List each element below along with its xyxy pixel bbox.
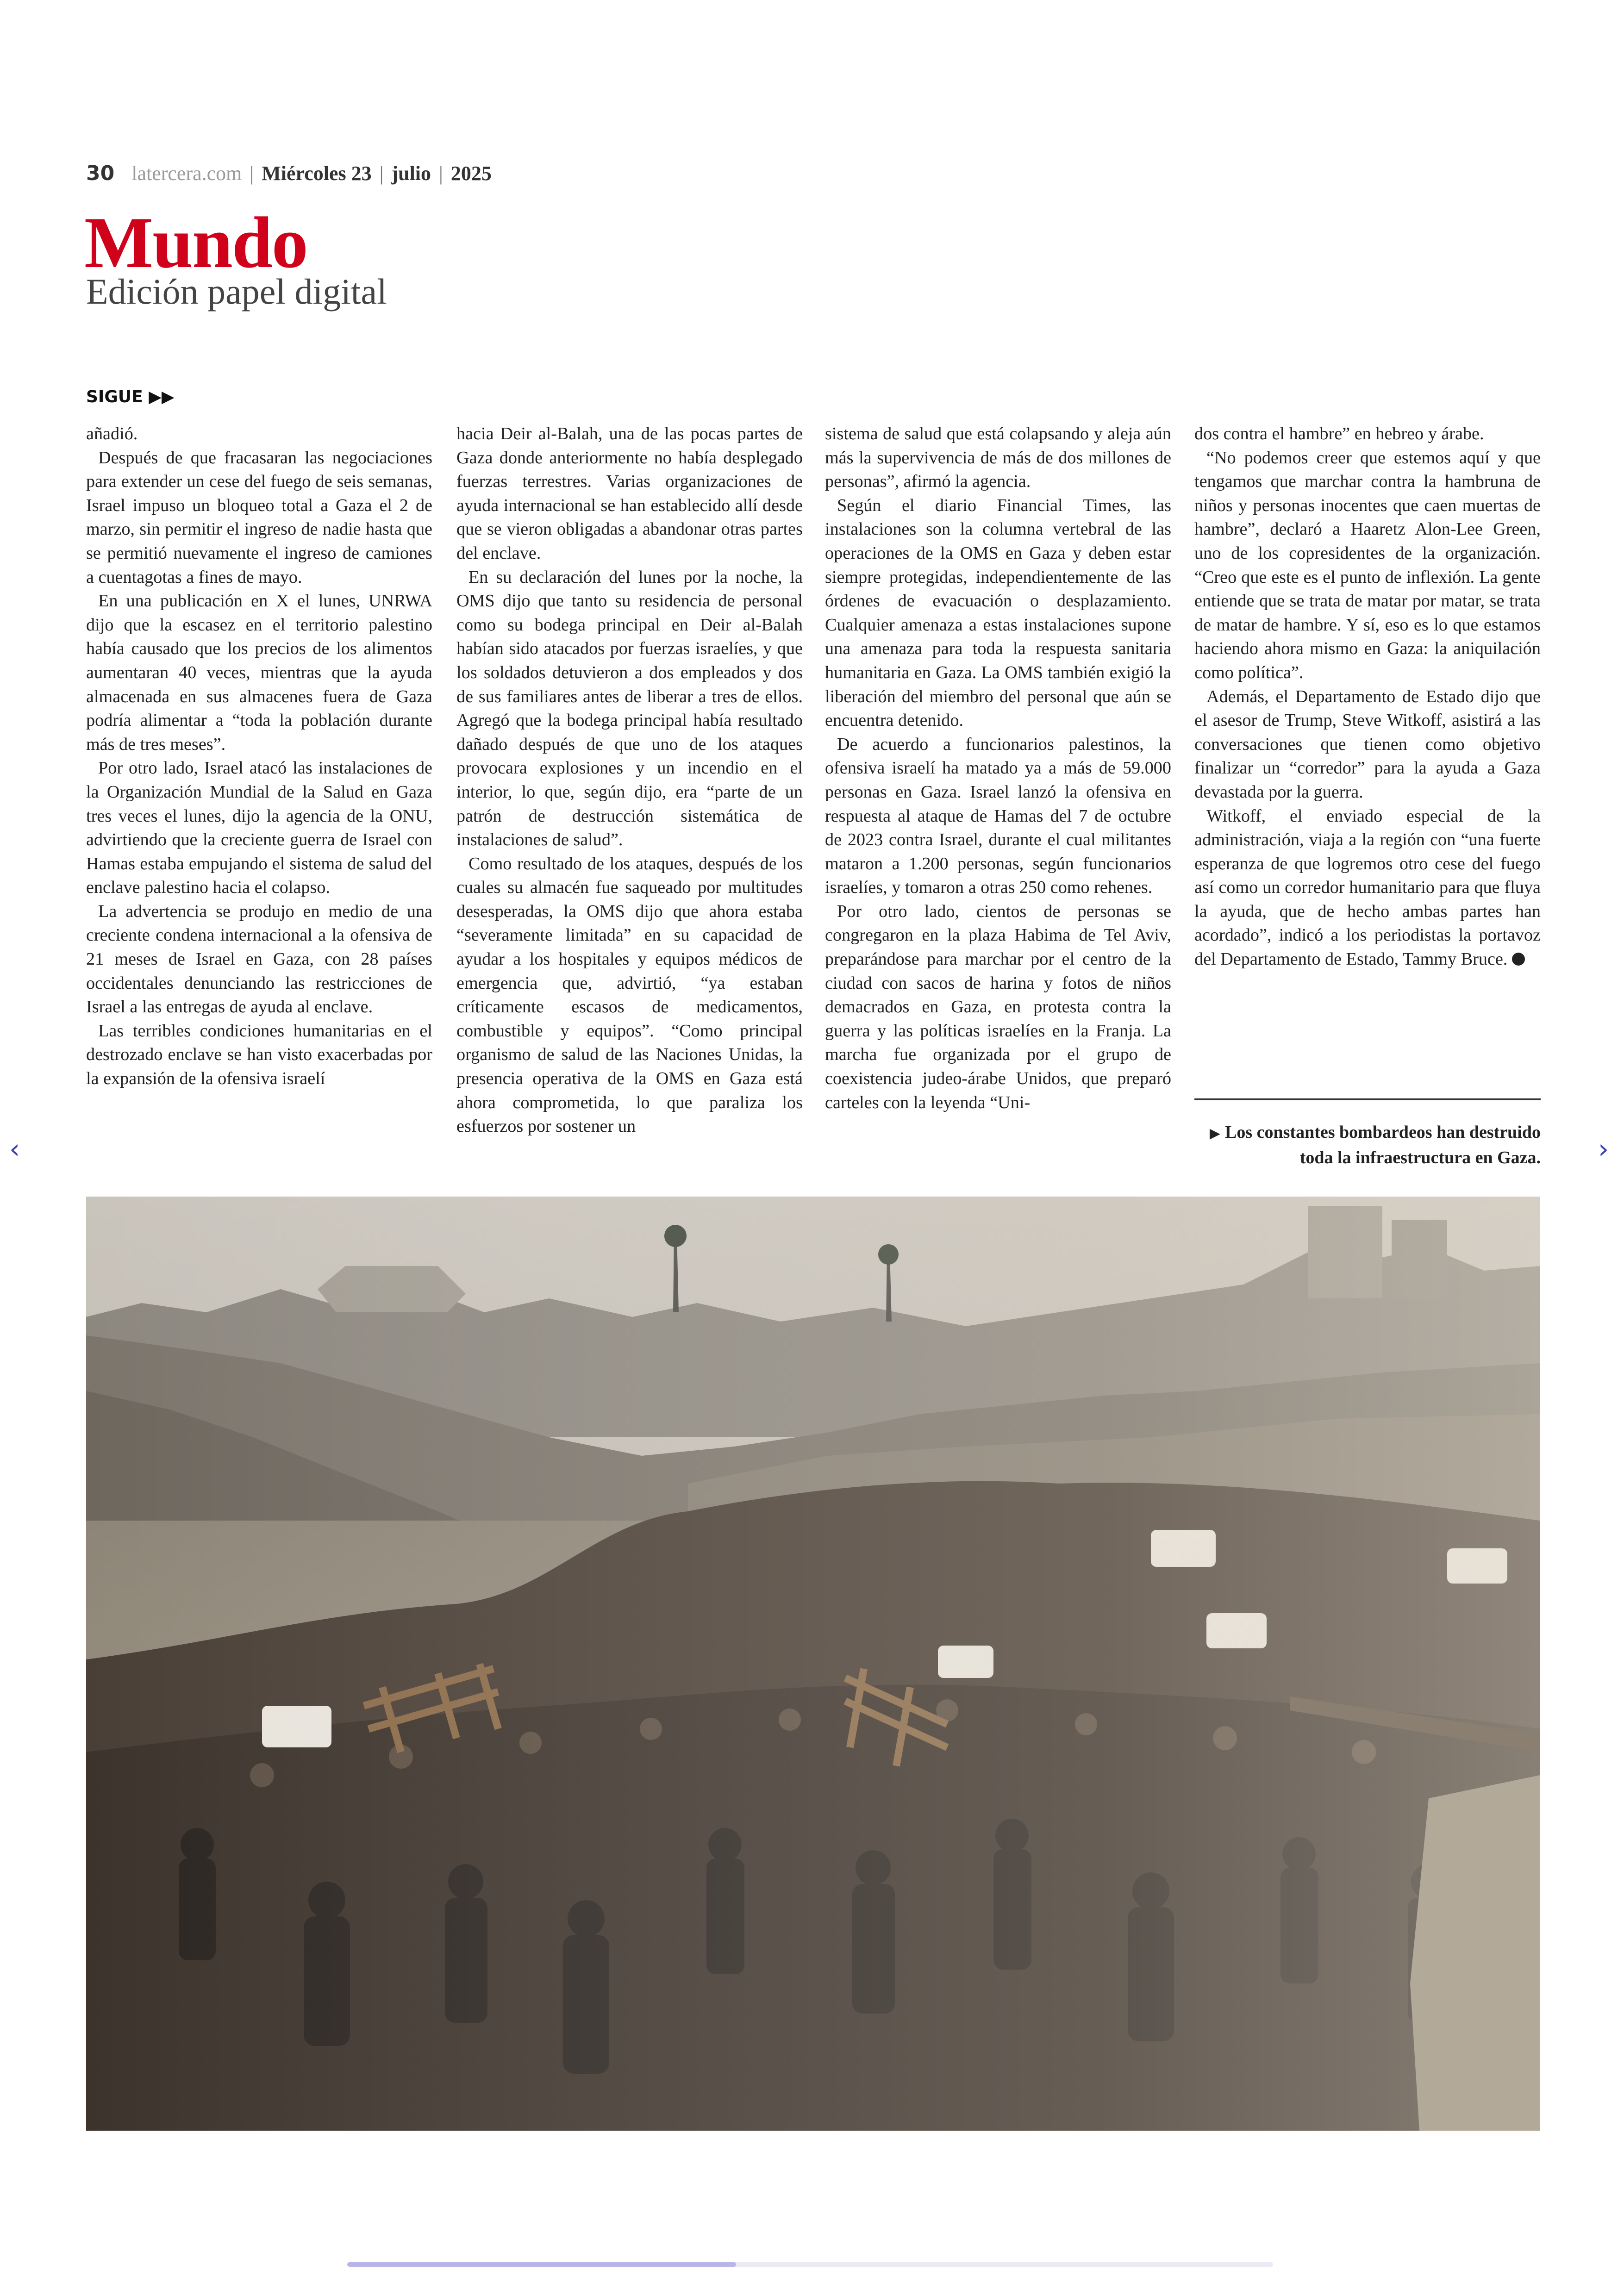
header-separator: | bbox=[379, 162, 384, 185]
paragraph: En una publicación en X el lunes, UNRWA dijo que la escasez en el territorio palestino había causado que los precios de los alimentos aumentaran 40 veces, mientras que la ayuda almacenada en sus almacenes fuera de Gaza podría alimentar a “toda la población durante más de tres meses”. bbox=[86, 591, 432, 754]
caption-marker-icon: ▶ bbox=[1209, 1126, 1220, 1141]
paragraph: Después de que fracasaran las negociaciones para extender un cese del fuego de seis semanas, Israel impuso un bloqueo total a Gaza el 2 de marzo, sin permitir el ingreso de nadie hasta que se permitió nuevamente el ingreso de camiones a cuentagotas a fines de mayo. bbox=[86, 448, 432, 587]
paragraph: Por otro lado, cientos de personas se congregaron en la plaza Habima de Tel Aviv, preparándose para marchar por el centro de la ciudad con sacos de harina y fotos de niños demacrados en Gaza, en protesta contra la guerra y las políticas israelíes en la Franja. La marcha fue organizada por el grupo de coexistencia judeo-árabe Unidos, que preparó carteles con la leyenda “Uni- bbox=[825, 901, 1171, 1112]
section-title: Mundo bbox=[84, 202, 307, 283]
paragraph: Como resultado de los ataques, después de los cuales su almacén fue saqueado por multitudes desesperadas, la OMS dijo que ahora estaba “severamente limitada” en su capacidad de ayudar a los hospitales y equipos médicos de emergencia que, advirtió, “ya estaban críticamente escasos de medicamentos, combustible y equipos”. “Como principal organismo de salud de las Naciones Unidas, la presencia operativa de la OMS en Gaza está ahora comprometida, lo que paraliza los esfuerzos por sostener un bbox=[456, 854, 803, 1136]
header-separator: | bbox=[250, 162, 254, 185]
issue-year: 2025 bbox=[450, 162, 492, 185]
article-photo bbox=[86, 1197, 1540, 2131]
paragraph bbox=[1194, 804, 1541, 972]
paragraph: añadió. bbox=[86, 424, 138, 443]
page-scrollbar[interactable] bbox=[347, 2262, 1273, 2267]
end-of-article-mark bbox=[1512, 953, 1525, 966]
paragraph: Las terribles condiciones humanitarias en el destrozado enclave se han visto exacerbadas por la expansión de la ofensiva israelí bbox=[86, 1021, 432, 1089]
caption-text: Los constantes bombardeos han destruido toda la infraestructura en Gaza. bbox=[1225, 1123, 1541, 1167]
section-subtitle: Edición papel digital bbox=[86, 271, 387, 312]
paragraph: En su declaración del lunes por la noche, la OMS dijo que tanto su residencia de personal como su bodega principal en Deir al-Balah habían sido atacados por fuerzas israelíes, y que los soldados detuvieron a dos empleados y dos de sus familiares antes de liberar a tres de ellos. Agregó que la bodega principal había resultado dañado después de que uno de los ataques provocara explosiones y un incendio en el interior, lo que, según dijo, era “parte de un patrón de destrucción sistemática de instalaciones de salud”. bbox=[456, 567, 803, 850]
article-column-1 bbox=[86, 422, 432, 1172]
scrollbar-thumb[interactable] bbox=[347, 2262, 736, 2267]
issue-month: julio bbox=[391, 162, 431, 185]
paragraph-text: Witkoff, el enviado especial de la administración, viaja a la región con “una fuerte esperanza de que logremos otro cese del fuego así como un corredor humanitario para que fluya la ayuda, que de hecho ambas partes han acordado”, indicó a los periodistas la portavoz del Departamento de Estado, Tammy Bruce. bbox=[1194, 806, 1541, 969]
chevron-left-icon[interactable]: ‹ bbox=[9, 1133, 20, 1165]
paragraph: dos contra el hambre” en hebreo y árabe. bbox=[1194, 424, 1484, 443]
chevron-right-icon[interactable]: › bbox=[1598, 1133, 1609, 1165]
paragraph: sistema de salud que está colapsando y aleja aún más la supervivencia de más de dos millones de personas”, afirmó la agencia. bbox=[825, 424, 1171, 492]
header-separator: | bbox=[439, 162, 443, 185]
paragraph: “No podemos creer que estemos aquí y que tengamos que marchar contra la hambruna de niños y personas inocentes que caen muertas de hambre”, declaró a Haaretz Alon-Lee Green, uno de los copresidentes de la organización. “Creo que este es el punto de inflexión. La gente entiende que se trata de matar por matar, se trata de matar de hambre. Y sí, eso es lo que estamos haciendo ahora mismo en Gaza: la aniquilación como política”. bbox=[1194, 448, 1541, 682]
issue-date: Miércoles 23 bbox=[262, 162, 372, 185]
article-column-3 bbox=[825, 422, 1171, 1172]
photo-caption bbox=[1194, 1120, 1541, 1170]
page-header bbox=[86, 160, 492, 187]
paragraph: hacia Deir al-Balah, una de las pocas partes de Gaza donde anteriormente no había desplegado fuerzas terrestres. Varias organizaciones de ayuda internacional se han establecido allí desde que se vieron obligadas a abandonar otras partes del enclave. bbox=[456, 424, 803, 563]
paragraph: Además, el Departamento de Estado dijo que el asesor de Trump, Steve Witkoff, asistirá a las conversaciones que tienen como objetivo finalizar un “corredor” para la ayuda a Gaza devastada por la guerra. bbox=[1194, 686, 1541, 802]
paragraph: De acuerdo a funcionarios palestinos, la ofensiva israelí ha matado ya a más de 59.000 personas en Gaza. Israel lanzó la ofensiva en respuesta al ataque de Hamas del 7 de octubre de 2023 contra Israel, durante el cual militantes mataron a 1.200 personas, según funcionarios israelíes, y tomaron a otras 250 como rehenes. bbox=[825, 734, 1171, 898]
site-name: latercera.com bbox=[131, 162, 242, 185]
continue-label: SIGUE ▶▶ bbox=[86, 387, 175, 406]
article-column-2 bbox=[456, 422, 803, 1172]
paragraph: La advertencia se produjo en medio de una creciente condena internacional a la ofensiva de 21 meses de Israel en Gaza, con 28 países occidentales denunciando las restricciones de Israel a las entregas de ayuda al enclave. bbox=[86, 901, 432, 1017]
page-number: 30 bbox=[86, 162, 115, 185]
article-column-4 bbox=[1194, 422, 1541, 1033]
paragraph: Según el diario Financial Times, las instalaciones son la columna vertebral de las operaciones de la OMS en Gaza y deben estar siempre protegidas, independientemente de las órdenes de evacuación o desplazamiento. Cualquier amenaza a estas instalaciones supone una amenaza para toda la respuesta sanitaria humanitaria en Gaza. La OMS también exigió la liberación del miembro del personal que aún se encuentra detenido. bbox=[825, 495, 1171, 730]
photo-illustration bbox=[86, 1197, 1540, 2131]
paragraph: Por otro lado, Israel atacó las instalaciones de la Organización Mundial de la Salud en Gaza tres veces el lunes, dijo la agencia de la ONU, advirtiendo que la creciente guerra de Israel con Hamas estaba empujando el sistema de salud del enclave palestino hacia el colapso. bbox=[86, 758, 432, 898]
caption-divider bbox=[1194, 1098, 1541, 1100]
